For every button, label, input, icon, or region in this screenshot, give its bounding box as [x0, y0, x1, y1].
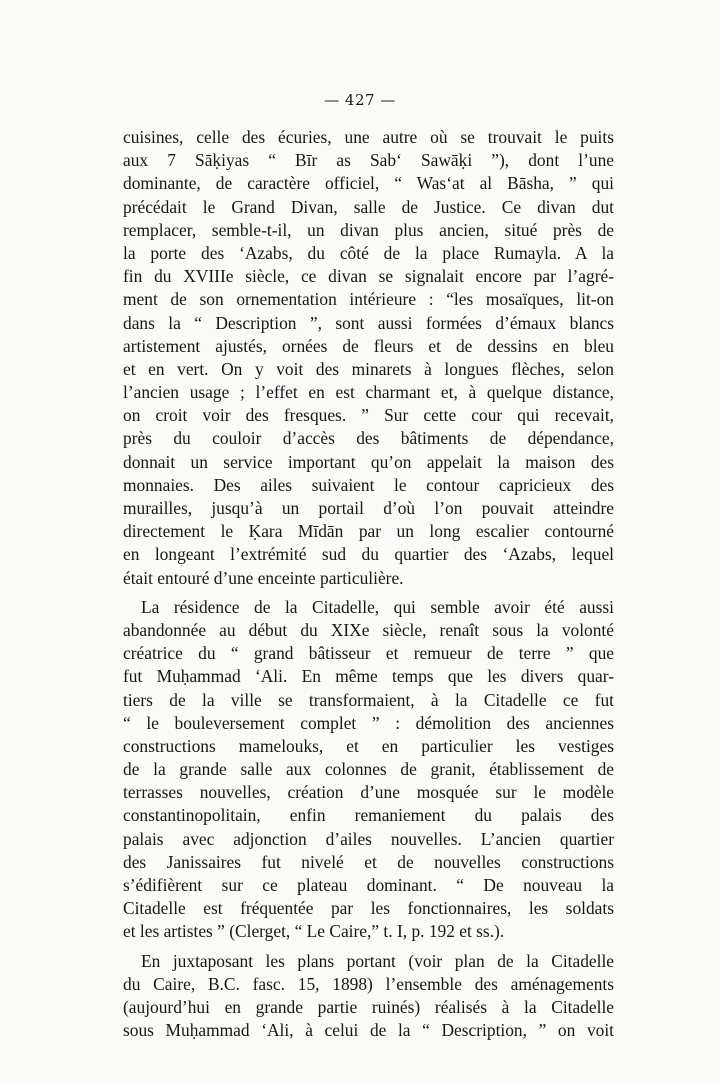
- text-line: artistement ajustés, ornées de fleurs et de dessins en bleu: [123, 335, 614, 356]
- text-line: sous Muḥammad ‘Ali, à celui de la “ Description, ” on voit: [123, 1020, 614, 1041]
- text-line: En juxtaposant les plans portant (voir plan de la Citadelle: [141, 950, 614, 971]
- text-line: Citadelle est fréquentée par les fonctionnaires, les soldats: [123, 898, 614, 919]
- text-line: était entouré d’une enceinte particulière.: [123, 567, 404, 588]
- text-line: on croit voir des fresques. ” Sur cette cour qui recevait,: [123, 405, 614, 426]
- text-line: donnait un service important qu’on appelait la maison des: [123, 451, 614, 472]
- text-line: dominante, de caractère officiel, “ Was‘at al Bāsha, ” qui: [123, 173, 614, 194]
- text-line: terrasses nouvelles, création d’une mosquée sur le modèle: [123, 782, 614, 803]
- text-line: fut Muḥammad ‘Ali. En même temps que les divers quar-: [123, 666, 614, 687]
- text-line: murailles, jusqu’à un portail d’où l’on pouvait atteindre: [123, 498, 614, 518]
- text-line: dans la “ Description ”, sont aussi formées d’émaux blancs: [123, 312, 614, 333]
- text-line: (aujourd’hui en grande partie ruinés) réalisés à la Citadelle: [123, 996, 614, 1017]
- text-line: s’édifièrent sur ce plateau dominant. “ De nouveau la: [123, 875, 614, 895]
- text-line: “ le bouleversement complet ” : démolition des anciennes: [123, 712, 614, 733]
- paragraph-1: [123, 126, 614, 590]
- text-line: palais avec adjonction d’ailes nouvelles. L’ancien quartier: [123, 828, 614, 849]
- text-line: l’ancien usage ; l’effet en est charmant et, à quelque distance,: [123, 382, 614, 403]
- text-line: remplacer, semble-t-il, un divan plus ancien, situé près de: [123, 219, 614, 240]
- text-line: de la grande salle aux colonnes de granit, établissement de: [123, 759, 614, 780]
- text-line: abandonnée au début du XIXe siècle, renaît sous la volonté: [123, 619, 614, 640]
- text-line: des Janissaires fut nivelé et de nouvelles constructions: [123, 851, 614, 872]
- paragraph-2: [123, 596, 614, 944]
- text-line: et les artistes ” (Clerget, “ Le Caire,” t. I, p. 192 et ss.).: [123, 921, 505, 942]
- text-line: précédait le Grand Divan, salle de Justice. Ce divan dut: [123, 196, 614, 217]
- text-line: tiers de la ville se transformaient, à la Citadelle ce fut: [123, 689, 614, 710]
- text-line: constantinopolitain, enfin remaniement du palais des: [123, 805, 614, 826]
- text-line: constructions mamelouks, et en particulier les vestiges: [123, 735, 614, 756]
- text-line: directement le Ḳara Mīdān par un long escalier contourné: [123, 521, 614, 542]
- body-text: [123, 126, 614, 1042]
- text-line: et en vert. On y voit des minarets à longues flèches, selon: [123, 358, 614, 379]
- text-line: cuisines, celle des écuries, une autre où se trouvait le puits: [123, 127, 614, 147]
- text-line: La résidence de la Citadelle, qui semble avoir été aussi: [141, 596, 614, 617]
- text-line: en longeant l’extrémité sud du quartier des ‘Azabs, lequel: [123, 544, 614, 565]
- text-line: fin du XVIIIe siècle, ce divan se signalait encore par l’agré-: [123, 266, 614, 287]
- text-line: près du couloir d’accès des bâtiments de dépendance,: [123, 428, 614, 449]
- text-line: la porte des ‘Azabs, du côté de la place Rumayla. A la: [123, 242, 614, 263]
- text-line: créatrice du “ grand bâtisseur et remueur de terre ” que: [123, 643, 614, 664]
- text-line: du Caire, B.C. fasc. 15, 1898) l’ensemble des aménagements: [123, 973, 614, 994]
- text-line: aux 7 Sāḳiyas “ Bīr as Sab‘ Sawāḳi ”), dont l’une: [123, 150, 614, 171]
- text-line: ment de son ornementation intérieure : “les mosaïques, lit-on: [123, 289, 614, 310]
- text-line: monnaies. Des ailes suivaient le contour capricieux des: [123, 474, 614, 495]
- page-number: — 427 —: [324, 91, 396, 109]
- paragraph-3: [123, 950, 614, 1043]
